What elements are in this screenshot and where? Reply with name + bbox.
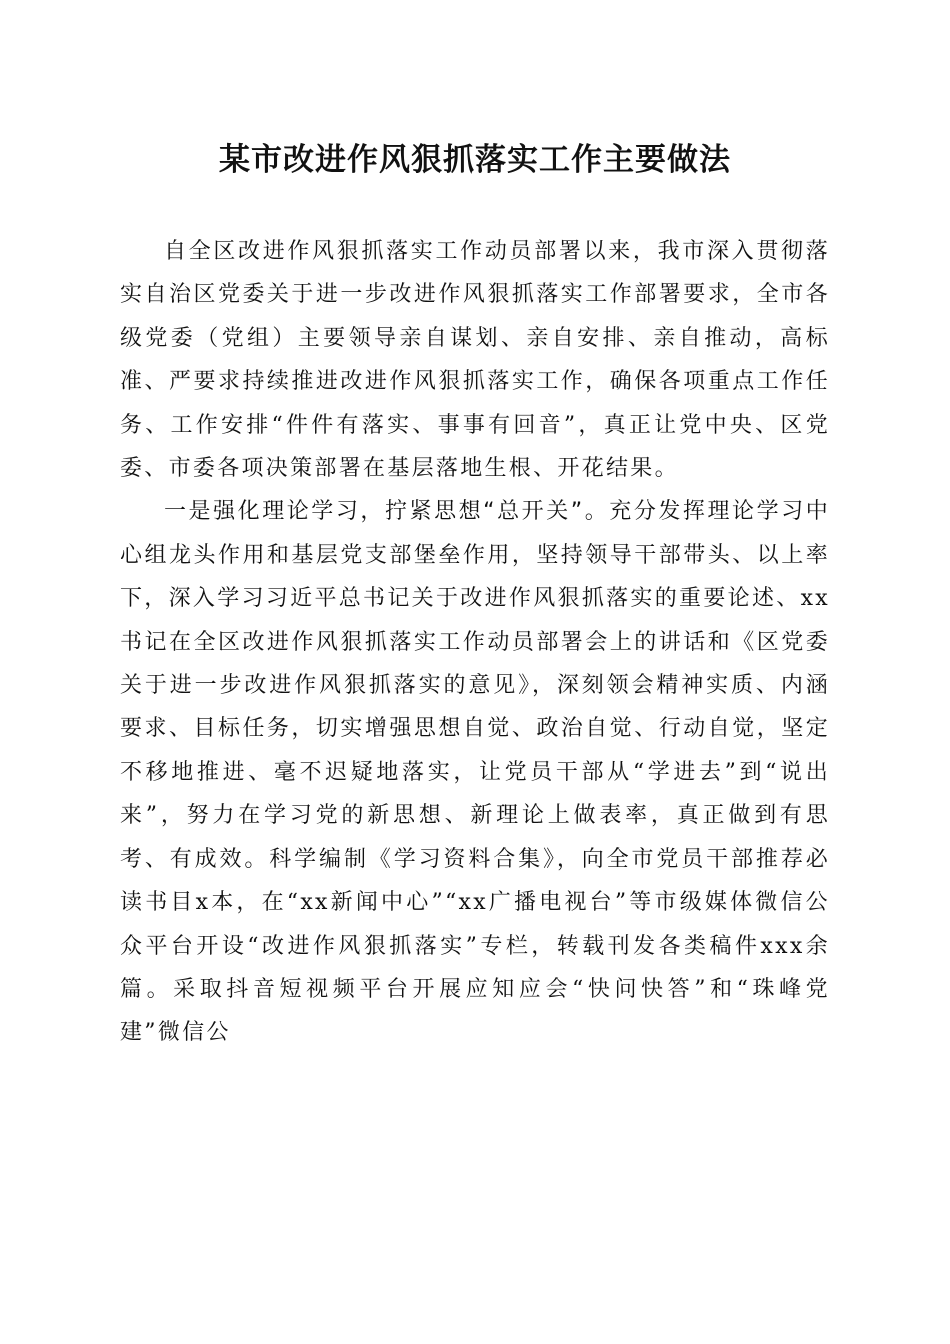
paragraph-theory-study-heading: 一是强化理论学习，拧紧思想“总开关”。 — [164, 499, 610, 525]
paragraph-intro — [120, 230, 830, 490]
paragraph-intro-text: 自全区改进作风狠抓落实工作动员部署以来，我市深入贯彻落实自治区党委关于进一步改进作风狠抓落实工作部署要求，全市各级党委（党组）主要领导亲自谋划、亲自安排、亲自推动，高标准、严要求持续推进改进作风狠抓落实工作，确保各项重点工作任务、工作安排“件件有落实、事事有回音”，真正让党中央、区党委、市委各项决策部署在基层落地生根、开花结果。 — [120, 239, 830, 482]
document-title: 某市改进作风狠抓落实工作主要做法 — [219, 142, 731, 178]
paragraph-theory-study-text: 充分发挥理论学习中心组龙头作用和基层党支部堡垒作用，坚持领导干部带头、以上率下，深入学习习近平总书记关于改进作风狠抓落实的重要论述、xx书记在全区改进作风狠抓落实工作动员部署会上的讲话和《区党委关于进一步改进作风狠抓落实的意见》，深刻领会精神实质、内涵要求、目标任务，切实增强思想自觉、政治自觉、行动自觉，坚定不移地推进、毫不迟疑地落实，让党员干部从“学进去”到“说出来”，努力在学习党的新思想、新理论上做表率，真正做到有思考、有成效。科学编制《学习资料合集》，向全市党员干部推荐必读书目x本，在“xx新闻中心”“xx广播电视台”等市级媒体微信公众平台开设“改进作风狠抓落实”专栏，转载刊发各类稿件xxx余篇。采取抖音短视频平台开展应知应会“快问快答”和“珠峰党建”微信公 — [120, 499, 830, 1046]
paragraph-theory-study — [120, 490, 830, 1054]
document-body — [120, 230, 830, 1055]
